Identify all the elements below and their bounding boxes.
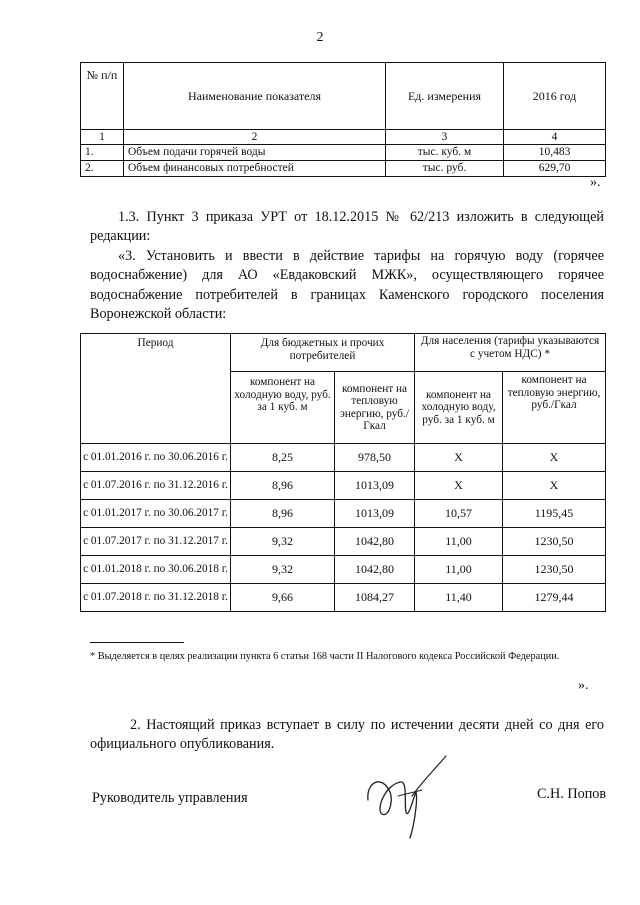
table-row xyxy=(81,500,606,528)
population-cold-cell: 11,00 xyxy=(415,556,503,584)
population-cold-cell: 10,57 xyxy=(415,500,503,528)
tariff-table xyxy=(80,333,606,612)
row-name: Объем подачи горячей воды xyxy=(124,145,386,161)
budget-heat-cell: 1042,80 xyxy=(335,528,415,556)
header-num: № п/п xyxy=(81,63,124,130)
population-cold-cell: 11,40 xyxy=(415,584,503,612)
budget-cold-cell: 9,32 xyxy=(231,556,335,584)
header-budget-group: Для бюджетных и прочих потребителей xyxy=(231,334,415,372)
header-year: 2016 год xyxy=(504,63,606,130)
paragraph-1-3-text: 1.3. Пункт 3 приказа УРТ от 18.12.2015 № 62/213 изложить в следующей редакции: xyxy=(90,209,604,245)
budget-heat-cell: 1013,09 xyxy=(335,472,415,500)
period-cell: с 01.07.2017 г. по 31.12.2017 г. xyxy=(81,528,231,556)
table-row xyxy=(81,444,606,472)
period-cell: с 01.01.2016 г. по 30.06.2016 г. xyxy=(81,444,231,472)
population-cold-cell: 11,00 xyxy=(415,528,503,556)
population-heat-cell: Х xyxy=(503,472,606,500)
paragraph-1-3 xyxy=(90,208,604,247)
population-heat-cell: 1230,50 xyxy=(503,528,606,556)
page-number: 2 xyxy=(316,30,324,45)
table-row xyxy=(81,528,606,556)
col-number: 1 xyxy=(81,130,124,145)
indicators-table xyxy=(80,62,606,177)
paragraph-2-text: 2. Настоящий приказ вступает в силу по истечении десяти дней со дня его официального опубликования. xyxy=(90,717,604,753)
budget-cold-cell: 8,96 xyxy=(231,500,335,528)
header-name: Наименование показателя xyxy=(124,63,386,130)
row-unit: тыс. руб. xyxy=(386,161,504,177)
period-cell: с 01.07.2018 г. по 31.12.2018 г. xyxy=(81,584,231,612)
population-heat-cell: 1230,50 xyxy=(503,556,606,584)
header-cold-component: компонент на холодную воду, руб. за 1 куб. м xyxy=(231,372,335,444)
table-row xyxy=(81,584,606,612)
header-unit: Ед. измерения xyxy=(386,63,504,130)
period-cell: с 01.01.2018 г. по 30.06.2018 г. xyxy=(81,556,231,584)
quote-close: ». xyxy=(578,678,589,693)
col-number: 4 xyxy=(504,130,606,145)
col-number: 3 xyxy=(386,130,504,145)
table-row xyxy=(81,161,606,177)
quote-close: ». xyxy=(590,175,601,190)
col-number: 2 xyxy=(124,130,386,145)
handwritten-signature xyxy=(360,752,450,842)
table-row xyxy=(81,556,606,584)
population-heat-cell: 1279,44 xyxy=(503,584,606,612)
footnote-separator xyxy=(90,642,184,643)
budget-cold-cell: 8,25 xyxy=(231,444,335,472)
row-value: 629,70 xyxy=(504,161,606,177)
paragraph-2 xyxy=(90,716,604,755)
budget-heat-cell: 1042,80 xyxy=(335,556,415,584)
budget-cold-cell: 8,96 xyxy=(231,472,335,500)
header-population-group: Для населения (тарифы указываются с учетом НДС) * xyxy=(415,334,606,372)
budget-cold-cell: 9,32 xyxy=(231,528,335,556)
population-heat-cell: 1195,45 xyxy=(503,500,606,528)
row-unit: тыс. куб. м xyxy=(386,145,504,161)
signatory-title: Руководитель управления xyxy=(92,790,248,806)
period-cell: с 01.01.2017 г. по 30.06.2017 г. xyxy=(81,500,231,528)
budget-heat-cell: 1084,27 xyxy=(335,584,415,612)
budget-heat-cell: 1013,09 xyxy=(335,500,415,528)
paragraph-3-text: «3. Установить и ввести в действие тарифы на горячую воду (горячее водоснабжение) для АО «Евдаковский МЖК», осуществляющего горячее водоснабжение потребителей в границах Каменского городского поселения Воронежской области: xyxy=(90,248,604,323)
header-heat-component: компонент на тепловую энергию, руб./Гкал xyxy=(335,372,415,444)
row-value: 10,483 xyxy=(504,145,606,161)
signatory-name: С.Н. Попов xyxy=(537,786,607,802)
population-cold-cell: Х xyxy=(415,444,503,472)
budget-cold-cell: 9,66 xyxy=(231,584,335,612)
paragraph-3 xyxy=(90,247,604,325)
budget-heat-cell: 978,50 xyxy=(335,444,415,472)
table-row xyxy=(81,145,606,161)
row-name: Объем финансовых потребностей xyxy=(124,161,386,177)
period-cell: с 01.07.2016 г. по 31.12.2016 г. xyxy=(81,472,231,500)
row-num: 2. xyxy=(81,161,124,177)
header-cold-component-pop: компонент на холодную воду, руб. за 1 куб. м xyxy=(415,372,503,444)
population-cold-cell: Х xyxy=(415,472,503,500)
header-heat-component-pop: компонент на тепловую энергию, руб./Гкал xyxy=(503,372,606,444)
footnote: * Выделяется в целях реализации пункта 6 статьи 168 части II Налогового кодекса Российской Федерации. xyxy=(90,651,560,662)
table-row xyxy=(81,472,606,500)
population-heat-cell: Х xyxy=(503,444,606,472)
header-period: Период xyxy=(81,334,231,444)
row-num: 1. xyxy=(81,145,124,161)
